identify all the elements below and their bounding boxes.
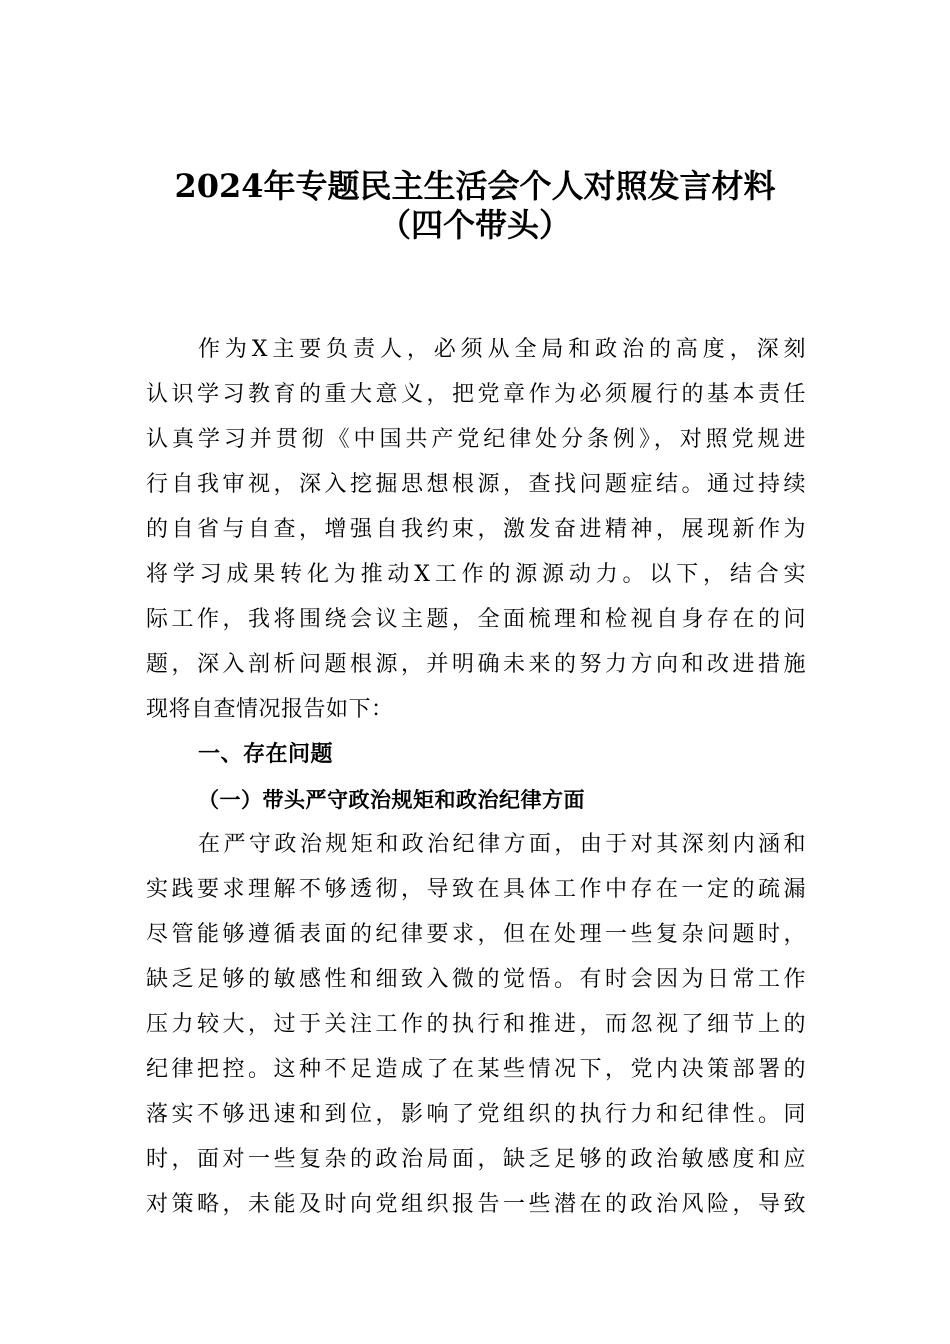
- paragraph-line: 际工作，我将围绕会议主题，全面梳理和检视自身存在的问: [146, 607, 806, 632]
- paragraph-line: 落实不够迅速和到位，影响了党组织的执行力和纪律性。同: [146, 1102, 806, 1127]
- paragraph-line: 现将自查情况报告如下：: [146, 697, 394, 722]
- paragraph-line: 在严守政治规矩和政治纪律方面，由于对其深刻内涵和: [198, 832, 806, 857]
- section-paragraph: [146, 822, 806, 1227]
- paragraph-line: 认真学习并贯彻《中国共产党纪律处分条例》，对照党规进: [146, 427, 806, 452]
- intro-paragraph: [146, 327, 806, 732]
- paragraph-line: 将学习成果转化为推动X工作的源源动力。以下，结合实: [146, 562, 806, 587]
- paragraph-line: 尽管能够遵循表面的纪律要求，但在处理一些复杂问题时，: [146, 922, 806, 947]
- subsection-heading: （一）带头严守政治规矩和政治纪律方面: [198, 787, 585, 812]
- paragraph-line: 认识学习教育的重大意义，把党章作为必须履行的基本责任: [146, 382, 806, 407]
- section-heading: 一、存在问题: [198, 742, 334, 767]
- paragraph-line: 纪律把控。这种不足造成了在某些情况下，党内决策部署的: [146, 1057, 806, 1082]
- paragraph-line: 实践要求理解不够透彻，导致在具体工作中存在一定的疏漏: [146, 877, 806, 902]
- paragraph-line: 作为X主要负责人，必须从全局和政治的高度，深刻: [198, 337, 806, 362]
- paragraph-line: 的自省与自查，增强自我约束，激发奋进精神，展现新作为: [146, 517, 806, 542]
- paragraph-line: 对策略，未能及时向党组织报告一些潜在的政治风险，导致: [146, 1192, 806, 1217]
- document-title: 2024年专题民主生活会个人对照发言材料: [174, 167, 776, 205]
- paragraph-line: 时，面对一些复杂的政治局面，缺乏足够的政治敏感度和应: [146, 1147, 806, 1172]
- paragraph-line: 题，深入剖析问题根源，并明确未来的努力方向和改进措施: [146, 652, 806, 677]
- paragraph-line: 压力较大，过于关注工作的执行和推进，而忽视了细节上的: [146, 1012, 806, 1037]
- paragraph-line: 缺乏足够的敏感性和细致入微的觉悟。有时会因为日常工作: [146, 967, 806, 992]
- document-body: [146, 327, 806, 1227]
- paragraph-line: 行自我审视，深入挖掘思想根源，查找问题症结。通过持续: [146, 472, 806, 497]
- document-subtitle: （四个带头）: [378, 206, 571, 244]
